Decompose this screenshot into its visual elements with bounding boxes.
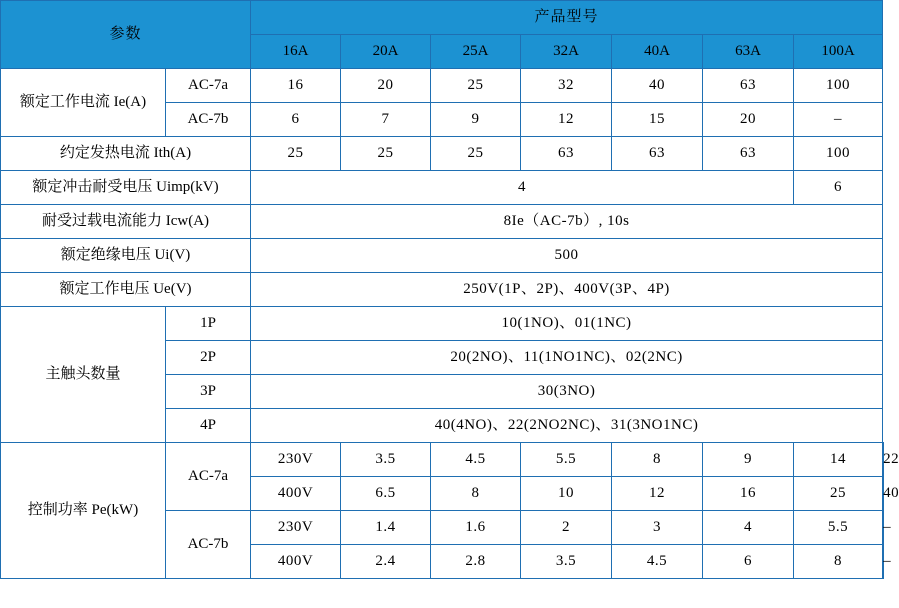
cell-value: 2.4 (341, 545, 431, 579)
model-col-100a: 100A (794, 35, 883, 69)
cell-value: 25 (431, 137, 521, 171)
cell-voltage: 400V (251, 477, 341, 511)
cell-value: 100 (794, 69, 883, 103)
cell-value: 3.5 (341, 443, 431, 477)
cell-voltage: 230V (251, 443, 341, 477)
cell-value: 12 (521, 103, 612, 137)
cell-value: 25 (341, 137, 431, 171)
cell-value: 30(3NO) (251, 375, 883, 409)
cell-value: 2 (521, 511, 612, 545)
cell-value: 25 (431, 69, 521, 103)
cell-value: 5.5 (521, 443, 612, 477)
cell-value: 22 (883, 451, 899, 468)
sublabel-1p: 1P (166, 307, 251, 341)
sublabel-ac7a: AC-7a (166, 69, 251, 103)
table-row-overload-capacity (1, 205, 884, 239)
cell-value: 1.6 (431, 511, 521, 545)
row-label-overload-capacity: 耐受过载电流能力 Icw(A) (1, 205, 251, 239)
cell-value: 250V(1P、2P)、400V(3P、4P) (251, 273, 883, 307)
param-header: 参数 (1, 1, 251, 69)
cell-value: 9 (703, 443, 794, 477)
row-label-rated-operating-current: 额定工作电流 Ie(A) (1, 69, 166, 137)
model-col-63a: 63A (703, 35, 794, 69)
cell-value: 63 (612, 137, 703, 171)
cell-value: 25 (794, 477, 883, 511)
cell-value: 7 (341, 103, 431, 137)
table-header-row-1 (1, 1, 884, 35)
row-label-impulse-voltage: 额定冲击耐受电压 Uimp(kV) (1, 171, 251, 205)
row-label-thermal-current: 约定发热电流 Ith(A) (1, 137, 251, 171)
cell-value: 10(1NO)、01(1NC) (251, 307, 883, 341)
model-col-25a: 25A (431, 35, 521, 69)
model-col-32a: 32A (521, 35, 612, 69)
table-row-rated-current-ac7a (1, 69, 884, 103)
cell-value: 4 (251, 171, 794, 205)
cell-voltage: 230V (251, 511, 341, 545)
row-label-insulation-voltage: 额定绝缘电压 Ui(V) (1, 239, 251, 273)
row-label-control-power: 控制功率 Pe(kW) (1, 443, 166, 579)
sublabel-3p: 3P (166, 375, 251, 409)
model-header: 产品型号 (251, 1, 883, 35)
cell-value: 6 (251, 103, 341, 137)
cell-value: 4.5 (612, 545, 703, 579)
cell-value: 2.8 (431, 545, 521, 579)
cell-value: – (883, 553, 892, 570)
cell-value: 1.4 (341, 511, 431, 545)
table-row-impulse-voltage (1, 171, 884, 205)
cell-value: 12 (612, 477, 703, 511)
cell-value: 8Ie（AC-7b）, 10s (251, 205, 883, 239)
cell-voltage: 400V (251, 545, 341, 579)
cell-value: 500 (251, 239, 883, 273)
cell-value: 10 (521, 477, 612, 511)
cell-value: 16 (703, 477, 794, 511)
cell-value: 16 (251, 69, 341, 103)
cell-value: 4.5 (431, 443, 521, 477)
sublabel-power-ac-7b: AC-7b (166, 511, 251, 579)
cell-value: 100 (794, 137, 883, 171)
row-label-operating-voltage: 额定工作电压 Ue(V) (1, 273, 251, 307)
cell-value: 14 (794, 443, 883, 477)
model-col-20a: 20A (341, 35, 431, 69)
cell-value: – (883, 519, 892, 536)
cell-value: 6 (794, 171, 883, 205)
cell-value: 6 (703, 545, 794, 579)
cell-value: 40(4NO)、22(2NO2NC)、31(3NO1NC) (251, 409, 883, 443)
cell-value: 20(2NO)、11(1NO1NC)、02(2NC) (251, 341, 883, 375)
sublabel-2p: 2P (166, 341, 251, 375)
model-col-16a: 16A (251, 35, 341, 69)
cell-value: 63 (521, 137, 612, 171)
cell-value: 3 (612, 511, 703, 545)
cell-value: – (794, 103, 883, 137)
cell-value: 63 (703, 137, 794, 171)
cell-value: 63 (703, 69, 794, 103)
cell-value: 8 (612, 443, 703, 477)
cell-value: 4 (703, 511, 794, 545)
cell-value: 20 (341, 69, 431, 103)
cell-value: 6.5 (341, 477, 431, 511)
row-label-main-contacts: 主触头数量 (1, 307, 166, 443)
table-row-insulation-voltage (1, 239, 884, 273)
cell-value: 40 (612, 69, 703, 103)
cell-value: 20 (703, 103, 794, 137)
cell-value: 40 (883, 485, 899, 502)
table-row-thermal-current (1, 137, 884, 171)
sublabel-power-ac-7a: AC-7a (166, 443, 251, 511)
cell-value: 15 (612, 103, 703, 137)
cell-value: 8 (794, 545, 883, 579)
cell-value: 5.5 (794, 511, 883, 545)
table-row-operating-voltage (1, 273, 884, 307)
model-col-40a: 40A (612, 35, 703, 69)
sublabel-ac7b: AC-7b (166, 103, 251, 137)
cell-value: 3.5 (521, 545, 612, 579)
table-row-power-ac-7a-230v (1, 443, 884, 477)
cell-value: 8 (431, 477, 521, 511)
table-row-contacts-1p (1, 307, 884, 341)
cell-value: 25 (251, 137, 341, 171)
cell-value: 32 (521, 69, 612, 103)
cell-value: 9 (431, 103, 521, 137)
sublabel-4p: 4P (166, 409, 251, 443)
